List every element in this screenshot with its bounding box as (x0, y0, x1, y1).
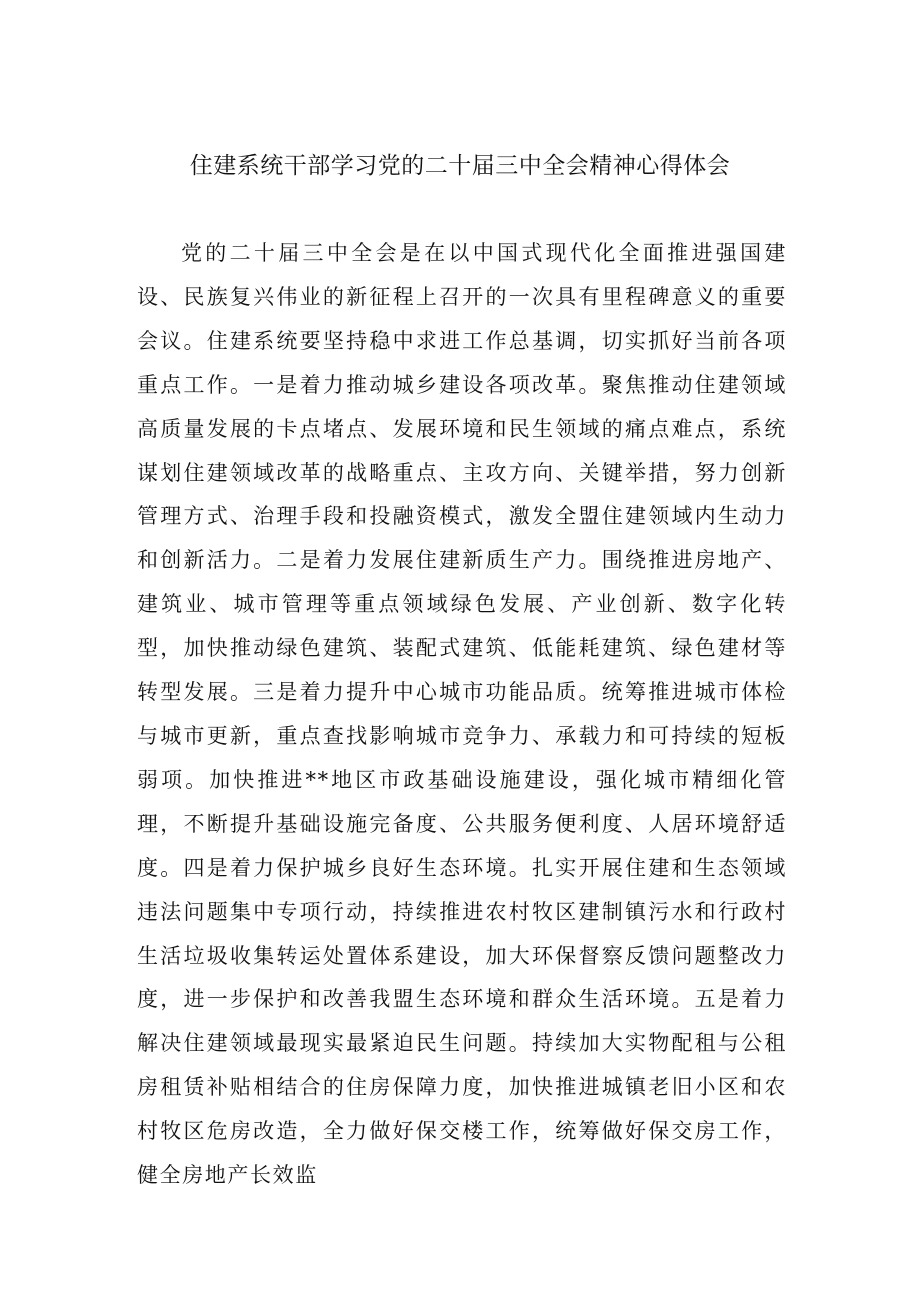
document-title: 住建系统干部学习党的二十届三中全会精神心得体会 (189, 153, 731, 179)
body-paragraph: 党的二十届三中全会是在以中国式现代化全面推进强国建设、民族复兴伟业的新征程上召开的一次具有里程碑意义的重要会议。住建系统要坚持稳中求进工作总基调，切实抓好当前各项重点工作。一是着力推动城乡建设各项改革。聚焦推动住建领域高质量发展的卡点堵点、发展环境和民生领域的痛点难点，系统谋划住建领域改革的战略重点、主攻方向、关键举措，努力创新管理方式、治理手段和投融资模式，激发全盟住建领域内生动力和创新活力。二是着力发展住建新质生产力。围绕推进房地产、建筑业、城市管理等重点领域绿色发展、产业创新、数字化转型，加快推动绿色建筑、装配式建筑、低能耗建筑、绿色建材等转型发展。三是着力提升中心城市功能品质。统筹推进城市体检与城市更新，重点查找影响城市竞争力、承载力和可持续的短板弱项。加快推进**地区市政基础设施建设，强化城市精细化管理，不断提升基础设施完备度、公共服务便利度、人居环境舒适度。四是着力保护城乡良好生态环境。扎实开展住建和生态领域违法问题集中专项行动，持续推进农村牧区建制镇污水和行政村生活垃圾收集转运处置体系建设，加大环保督察反馈问题整改力度，进一步保护和改善我盟生态环境和群众生活环境。五是着力解决住建领域最现实最紧迫民生问题。持续加大实物配租与公租房租赁补贴相结合的住房保障力度，加快推进城镇老旧小区和农村牧区危房改造，全力做好保交楼工作，统筹做好保交房工作，健全房地产长效监 (137, 241, 787, 1188)
